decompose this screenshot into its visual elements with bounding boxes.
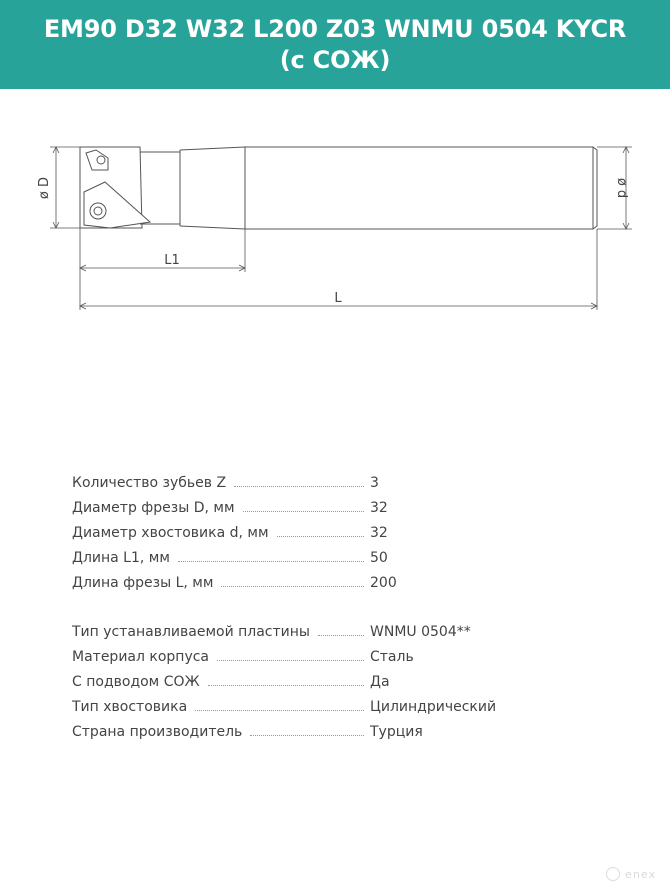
spec-label: Диаметр хвостовика d, мм	[72, 525, 269, 541]
product-subtitle: (с СОЖ)	[279, 46, 391, 74]
product-title: EM90 D32 W32 L200 Z03 WNMU 0504 KYCR	[43, 15, 627, 43]
spec-row	[72, 690, 542, 715]
specs-group-1	[72, 466, 542, 591]
spec-value: Сталь	[370, 649, 414, 665]
spec-label: Страна производитель	[72, 724, 243, 740]
spec-row	[72, 715, 542, 740]
watermark-text: enex	[625, 867, 656, 881]
insert	[84, 182, 150, 228]
dim-L-label: L	[334, 291, 342, 306]
neck	[140, 152, 180, 224]
spec-row	[72, 466, 542, 491]
spec-value: 3	[370, 475, 379, 491]
page-header	[0, 0, 670, 89]
spec-value: 200	[370, 575, 397, 591]
specs-group-2	[72, 615, 542, 740]
spec-row	[72, 541, 542, 566]
spec-row	[72, 491, 542, 516]
spec-label: С подводом СОЖ	[72, 674, 200, 690]
tool-drawing	[0, 100, 670, 340]
dim-d-label: ø d	[614, 177, 629, 199]
spec-label: Длина L1, мм	[72, 550, 170, 566]
spec-row	[72, 615, 542, 640]
spec-label: Диаметр фрезы D, мм	[72, 500, 235, 516]
shank	[245, 147, 593, 229]
spec-row	[72, 566, 542, 591]
spec-row	[72, 516, 542, 541]
spec-label: Материал корпуса	[72, 649, 210, 665]
spec-label: Тип хвостовика	[72, 699, 188, 715]
spec-value: WNMU 0504**	[370, 624, 471, 640]
spec-value: 32	[370, 525, 388, 541]
spec-value: Цилиндрический	[370, 699, 497, 715]
spec-row	[72, 640, 542, 665]
spec-label: Тип устанавливаемой пластины	[72, 624, 310, 640]
logo-ring-icon	[606, 867, 620, 881]
dim-L1-label: L1	[164, 253, 180, 268]
spec-value: Да	[370, 674, 390, 690]
spec-value: 32	[370, 500, 388, 516]
spec-label: Количество зубьев Z	[72, 475, 227, 491]
spec-label: Длина фрезы L, мм	[72, 575, 214, 591]
watermark	[606, 867, 656, 881]
dim-D-label: ø D	[37, 176, 52, 200]
spec-row	[72, 665, 542, 690]
spec-value: Турция	[370, 724, 423, 740]
spec-value: 50	[370, 550, 388, 566]
